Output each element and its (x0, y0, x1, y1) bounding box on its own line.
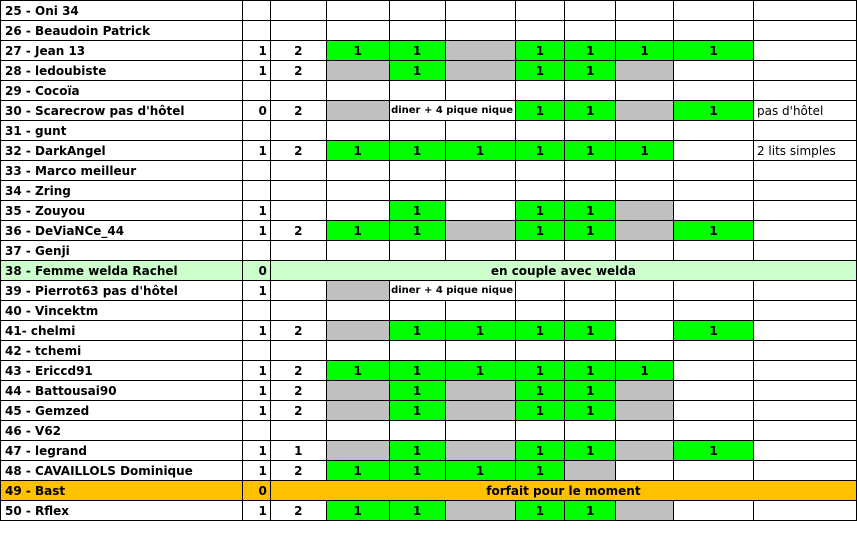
day-cell[interactable]: 1 (326, 361, 389, 381)
count-a-cell[interactable]: 1 (242, 501, 270, 521)
day-cell[interactable]: 1 (515, 501, 565, 521)
day-cell[interactable] (326, 101, 389, 121)
day-cell[interactable] (616, 401, 674, 421)
day-cell[interactable] (565, 301, 616, 321)
participant-name-cell[interactable]: 39 - Pierrot63 pas d'hôtel (1, 281, 243, 301)
day-cell[interactable] (515, 181, 565, 201)
count-a-cell[interactable]: 1 (242, 321, 270, 341)
remark-cell[interactable] (753, 181, 856, 201)
day-cell[interactable] (515, 241, 565, 261)
day-cell[interactable] (445, 441, 515, 461)
day-cell[interactable]: 1 (445, 141, 515, 161)
day-cell[interactable]: 1 (674, 441, 754, 461)
day-cell[interactable]: 1 (565, 201, 616, 221)
count-b-cell[interactable]: 2 (270, 41, 326, 61)
remark-cell[interactable] (753, 281, 856, 301)
day-cell[interactable] (326, 301, 389, 321)
remark-cell[interactable] (753, 441, 856, 461)
day-cell[interactable] (515, 21, 565, 41)
day-cell[interactable] (565, 81, 616, 101)
count-b-cell[interactable]: 2 (270, 61, 326, 81)
day-cell[interactable]: 1 (565, 361, 616, 381)
remark-cell[interactable] (753, 41, 856, 61)
day-cell[interactable]: 1 (565, 501, 616, 521)
count-b-cell[interactable] (270, 421, 326, 441)
day-cell[interactable] (674, 461, 754, 481)
day-cell[interactable] (445, 421, 515, 441)
participant-name-cell[interactable]: 34 - Zring (1, 181, 243, 201)
table-row (1, 341, 857, 361)
day-cell[interactable] (326, 81, 389, 101)
day-cell[interactable]: 1 (445, 461, 515, 481)
day-cell[interactable] (389, 301, 445, 321)
count-b-cell[interactable] (270, 81, 326, 101)
remark-cell[interactable] (753, 81, 856, 101)
day-cell[interactable]: 1 (515, 381, 565, 401)
day-cell[interactable]: 1 (515, 41, 565, 61)
day-cell[interactable] (515, 1, 565, 21)
remark-cell[interactable]: pas d'hôtel (753, 101, 856, 121)
count-b-cell[interactable] (270, 121, 326, 141)
count-b-cell[interactable] (270, 181, 326, 201)
day-cell[interactable]: 1 (616, 361, 674, 381)
day-cell[interactable] (674, 381, 754, 401)
participant-name-cell[interactable]: 38 - Femme welda Rachel (1, 261, 243, 281)
day-cell[interactable] (616, 321, 674, 341)
day-cell[interactable] (389, 81, 445, 101)
day-cell[interactable]: 1 (515, 101, 565, 121)
count-b-cell[interactable]: 2 (270, 461, 326, 481)
participant-name-cell[interactable]: 47 - legrand (1, 441, 243, 461)
day-cell[interactable]: 1 (674, 101, 754, 121)
day-cell[interactable]: 1 (515, 361, 565, 381)
day-cell[interactable]: 1 (515, 441, 565, 461)
remark-cell[interactable] (753, 201, 856, 221)
day-cell[interactable] (326, 21, 389, 41)
day-cell[interactable]: 1 (326, 141, 389, 161)
day-cell[interactable] (616, 461, 674, 481)
remark-cell[interactable]: 2 lits simples (753, 141, 856, 161)
table-row (1, 181, 857, 201)
day-cell[interactable] (389, 161, 445, 181)
participant-name-cell[interactable]: 37 - Genji (1, 241, 243, 261)
day-cell[interactable]: 1 (616, 141, 674, 161)
day-cell[interactable] (326, 61, 389, 81)
remark-cell[interactable] (753, 61, 856, 81)
table-row (1, 41, 857, 61)
table-row (1, 81, 857, 101)
day-cell[interactable] (445, 1, 515, 21)
day-cell[interactable]: 1 (389, 41, 445, 61)
remark-cell[interactable] (753, 461, 856, 481)
day-cell[interactable] (445, 341, 515, 361)
count-a-cell[interactable]: 1 (242, 461, 270, 481)
day-cell[interactable]: 1 (515, 141, 565, 161)
day-cell[interactable] (616, 381, 674, 401)
remark-cell[interactable] (753, 381, 856, 401)
count-a-cell[interactable]: 1 (242, 401, 270, 421)
table-row (1, 401, 857, 421)
table-row (1, 501, 857, 521)
day-cell[interactable] (616, 181, 674, 201)
day-cell[interactable]: 1 (674, 321, 754, 341)
day-cell[interactable]: 1 (389, 361, 445, 381)
count-b-cell[interactable] (270, 301, 326, 321)
day-cell[interactable] (616, 1, 674, 21)
day-cell[interactable] (326, 441, 389, 461)
day-cell[interactable]: 1 (326, 221, 389, 241)
day-cell[interactable]: 1 (389, 401, 445, 421)
day-cell[interactable] (326, 421, 389, 441)
day-cell[interactable]: 1 (674, 41, 754, 61)
day-cell[interactable] (565, 21, 616, 41)
day-cell[interactable] (674, 421, 754, 441)
day-cell[interactable] (616, 21, 674, 41)
participant-name-cell[interactable]: 32 - DarkAngel (1, 141, 243, 161)
day-cell[interactable] (445, 201, 515, 221)
remark-cell[interactable] (753, 321, 856, 341)
day-cell[interactable] (616, 61, 674, 81)
count-a-cell[interactable] (242, 21, 270, 41)
remark-cell[interactable] (753, 301, 856, 321)
day-cell[interactable]: 1 (515, 61, 565, 81)
remark-cell[interactable] (753, 401, 856, 421)
count-a-cell[interactable]: 1 (242, 141, 270, 161)
day-cell[interactable] (326, 381, 389, 401)
participant-name-cell[interactable]: 35 - Zouyou (1, 201, 243, 221)
day-cell[interactable]: 1 (565, 61, 616, 81)
day-cell[interactable] (674, 501, 754, 521)
day-cell[interactable] (445, 381, 515, 401)
day-cell[interactable] (565, 1, 616, 21)
day-cell[interactable]: 1 (389, 461, 445, 481)
table-row (1, 461, 857, 481)
day-cell[interactable]: 1 (389, 441, 445, 461)
table-row (1, 361, 857, 381)
day-cell[interactable] (515, 341, 565, 361)
day-cell[interactable] (515, 421, 565, 441)
day-cell[interactable]: 1 (565, 441, 616, 461)
day-cell[interactable] (445, 401, 515, 421)
table-row (1, 421, 857, 441)
table-row (1, 161, 857, 181)
day-cell[interactable]: 1 (445, 361, 515, 381)
participant-name-cell[interactable]: 26 - Beaudoin Patrick (1, 21, 243, 41)
day-cell[interactable] (565, 161, 616, 181)
day-cell[interactable] (326, 161, 389, 181)
count-a-cell[interactable] (242, 181, 270, 201)
participant-name-cell[interactable]: 41- chelmi (1, 321, 243, 341)
day-cell[interactable] (389, 121, 445, 141)
count-a-cell[interactable] (242, 161, 270, 181)
day-cell[interactable] (326, 181, 389, 201)
day-cell[interactable]: 1 (326, 461, 389, 481)
meal-note-cell[interactable]: diner + 4 pique nique (389, 281, 515, 301)
count-b-cell[interactable]: 2 (270, 221, 326, 241)
table-row (1, 301, 857, 321)
count-a-cell[interactable]: 1 (242, 361, 270, 381)
table-row (1, 201, 857, 221)
count-b-cell[interactable]: 2 (270, 401, 326, 421)
remark-cell[interactable] (753, 121, 856, 141)
day-cell[interactable]: 1 (389, 321, 445, 341)
count-b-cell[interactable] (270, 241, 326, 261)
day-cell[interactable] (616, 501, 674, 521)
participant-name-cell[interactable]: 45 - Gemzed (1, 401, 243, 421)
merged-note-cell[interactable]: en couple avec welda (270, 261, 856, 281)
day-cell[interactable]: 1 (326, 41, 389, 61)
count-a-cell[interactable]: 0 (242, 101, 270, 121)
participant-name-cell[interactable]: 46 - V62 (1, 421, 243, 441)
day-cell[interactable] (616, 341, 674, 361)
participant-name-cell[interactable]: 33 - Marco meilleur (1, 161, 243, 181)
day-cell[interactable] (445, 81, 515, 101)
participant-name-cell[interactable]: 27 - Jean 13 (1, 41, 243, 61)
day-cell[interactable] (445, 221, 515, 241)
day-cell[interactable] (616, 121, 674, 141)
day-cell[interactable] (326, 321, 389, 341)
day-cell[interactable] (674, 181, 754, 201)
day-cell[interactable] (445, 301, 515, 321)
count-a-cell[interactable]: 0 (242, 261, 270, 281)
participant-name-cell[interactable]: 40 - Vincektm (1, 301, 243, 321)
day-cell[interactable] (616, 161, 674, 181)
count-b-cell[interactable]: 2 (270, 381, 326, 401)
participant-name-cell[interactable]: 30 - Scarecrow pas d'hôtel (1, 101, 243, 121)
participant-name-cell[interactable]: 25 - Oni 34 (1, 1, 243, 21)
day-cell[interactable] (326, 121, 389, 141)
day-cell[interactable] (515, 161, 565, 181)
day-cell[interactable] (565, 181, 616, 201)
day-cell[interactable] (389, 21, 445, 41)
participant-name-cell[interactable]: 43 - Ericcd91 (1, 361, 243, 381)
table-row (1, 281, 857, 301)
remark-cell[interactable] (753, 241, 856, 261)
day-cell[interactable] (674, 401, 754, 421)
count-a-cell[interactable] (242, 81, 270, 101)
count-a-cell[interactable] (242, 421, 270, 441)
day-cell[interactable] (389, 241, 445, 261)
count-a-cell[interactable]: 0 (242, 481, 270, 501)
day-cell[interactable] (616, 301, 674, 321)
count-b-cell[interactable] (270, 1, 326, 21)
day-cell[interactable] (674, 161, 754, 181)
remark-cell[interactable] (753, 21, 856, 41)
day-cell[interactable]: 1 (389, 221, 445, 241)
day-cell[interactable]: 1 (389, 381, 445, 401)
count-a-cell[interactable] (242, 301, 270, 321)
participant-name-cell[interactable]: 36 - DeViaNCe_44 (1, 221, 243, 241)
day-cell[interactable] (515, 121, 565, 141)
day-cell[interactable] (565, 281, 616, 301)
day-cell[interactable] (674, 201, 754, 221)
day-cell[interactable]: 1 (565, 321, 616, 341)
table-row (1, 481, 857, 501)
participant-name-cell[interactable]: 31 - gunt (1, 121, 243, 141)
count-b-cell[interactable]: 2 (270, 321, 326, 341)
day-cell[interactable]: 1 (389, 201, 445, 221)
day-cell[interactable] (389, 421, 445, 441)
count-a-cell[interactable]: 1 (242, 201, 270, 221)
day-cell[interactable]: 1 (565, 221, 616, 241)
day-cell[interactable] (445, 181, 515, 201)
day-cell[interactable]: 1 (515, 221, 565, 241)
day-cell[interactable]: 1 (515, 461, 565, 481)
remark-cell[interactable] (753, 161, 856, 181)
remark-cell[interactable] (753, 501, 856, 521)
day-cell[interactable]: 1 (565, 41, 616, 61)
count-a-cell[interactable]: 1 (242, 41, 270, 61)
day-cell[interactable] (565, 461, 616, 481)
day-cell[interactable]: 1 (389, 61, 445, 81)
table-row (1, 441, 857, 461)
participant-name-cell[interactable]: 42 - tchemi (1, 341, 243, 361)
table-row (1, 121, 857, 141)
day-cell[interactable] (445, 61, 515, 81)
table-row (1, 61, 857, 81)
table-row (1, 321, 857, 341)
remark-cell[interactable] (753, 1, 856, 21)
day-cell[interactable]: 1 (515, 201, 565, 221)
day-cell[interactable]: 1 (515, 321, 565, 341)
day-cell[interactable]: 1 (674, 221, 754, 241)
day-cell[interactable] (445, 121, 515, 141)
day-cell[interactable]: 1 (565, 401, 616, 421)
day-cell[interactable]: 1 (515, 401, 565, 421)
day-cell[interactable] (326, 241, 389, 261)
day-cell[interactable]: 1 (389, 501, 445, 521)
table-row (1, 261, 857, 281)
participant-name-cell[interactable]: 29 - Cocoïa (1, 81, 243, 101)
day-cell[interactable] (674, 281, 754, 301)
meal-note-cell[interactable]: diner + 4 pique nique (389, 101, 515, 121)
day-cell[interactable] (326, 201, 389, 221)
day-cell[interactable] (674, 341, 754, 361)
participant-name-cell[interactable]: 50 - Rflex (1, 501, 243, 521)
day-cell[interactable] (674, 21, 754, 41)
day-cell[interactable] (565, 341, 616, 361)
count-b-cell[interactable] (270, 161, 326, 181)
remark-cell[interactable] (753, 341, 856, 361)
day-cell[interactable]: 1 (616, 41, 674, 61)
count-a-cell[interactable]: 1 (242, 441, 270, 461)
table-row (1, 141, 857, 161)
day-cell[interactable] (616, 241, 674, 261)
day-cell[interactable]: 1 (389, 141, 445, 161)
day-cell[interactable]: 1 (445, 321, 515, 341)
day-cell[interactable] (616, 441, 674, 461)
day-cell[interactable]: 1 (565, 101, 616, 121)
remark-cell[interactable] (753, 221, 856, 241)
day-cell[interactable] (326, 341, 389, 361)
count-b-cell[interactable] (270, 201, 326, 221)
day-cell[interactable] (326, 401, 389, 421)
table-row (1, 101, 857, 121)
table-row (1, 241, 857, 261)
count-a-cell[interactable] (242, 1, 270, 21)
day-cell[interactable] (565, 121, 616, 141)
day-cell[interactable] (616, 81, 674, 101)
day-cell[interactable] (389, 181, 445, 201)
count-a-cell[interactable] (242, 341, 270, 361)
day-cell[interactable] (515, 81, 565, 101)
day-cell[interactable] (565, 241, 616, 261)
day-cell[interactable]: 1 (326, 501, 389, 521)
day-cell[interactable] (515, 281, 565, 301)
count-b-cell[interactable]: 1 (270, 441, 326, 461)
day-cell[interactable] (445, 21, 515, 41)
day-cell[interactable] (674, 121, 754, 141)
day-cell[interactable] (616, 201, 674, 221)
count-b-cell[interactable] (270, 21, 326, 41)
day-cell[interactable] (674, 301, 754, 321)
count-a-cell[interactable]: 1 (242, 281, 270, 301)
count-b-cell[interactable] (270, 281, 326, 301)
day-cell[interactable] (389, 1, 445, 21)
day-cell[interactable] (445, 501, 515, 521)
day-cell[interactable] (326, 1, 389, 21)
day-cell[interactable] (674, 1, 754, 21)
table-row (1, 1, 857, 21)
day-cell[interactable]: 1 (565, 381, 616, 401)
participant-name-cell[interactable]: 44 - Battousai90 (1, 381, 243, 401)
count-a-cell[interactable] (242, 121, 270, 141)
count-a-cell[interactable]: 1 (242, 381, 270, 401)
remark-cell[interactable] (753, 361, 856, 381)
day-cell[interactable] (445, 41, 515, 61)
day-cell[interactable] (445, 241, 515, 261)
count-a-cell[interactable]: 1 (242, 221, 270, 241)
participant-name-cell[interactable]: 28 - ledoubiste (1, 61, 243, 81)
day-cell[interactable] (326, 281, 389, 301)
participant-name-cell[interactable]: 48 - CAVAILLOLS Dominique (1, 461, 243, 481)
day-cell[interactable] (674, 241, 754, 261)
day-cell[interactable] (674, 81, 754, 101)
count-b-cell[interactable]: 2 (270, 101, 326, 121)
day-cell[interactable] (389, 341, 445, 361)
day-cell[interactable] (616, 221, 674, 241)
remark-cell[interactable] (753, 421, 856, 441)
day-cell[interactable]: 1 (565, 141, 616, 161)
count-a-cell[interactable] (242, 241, 270, 261)
participant-name-cell[interactable]: 49 - Bast (1, 481, 243, 501)
day-cell[interactable] (515, 301, 565, 321)
table-row (1, 221, 857, 241)
count-b-cell[interactable]: 2 (270, 141, 326, 161)
merged-note-cell[interactable]: forfait pour le moment (270, 481, 856, 501)
count-a-cell[interactable]: 1 (242, 61, 270, 81)
day-cell[interactable] (565, 421, 616, 441)
day-cell[interactable] (445, 161, 515, 181)
day-cell[interactable] (674, 61, 754, 81)
day-cell[interactable] (674, 361, 754, 381)
table-row (1, 381, 857, 401)
day-cell[interactable] (616, 281, 674, 301)
table-row (1, 21, 857, 41)
day-cell[interactable] (616, 101, 674, 121)
count-b-cell[interactable]: 2 (270, 361, 326, 381)
count-b-cell[interactable]: 2 (270, 501, 326, 521)
day-cell[interactable] (674, 141, 754, 161)
day-cell[interactable] (616, 421, 674, 441)
count-b-cell[interactable] (270, 341, 326, 361)
